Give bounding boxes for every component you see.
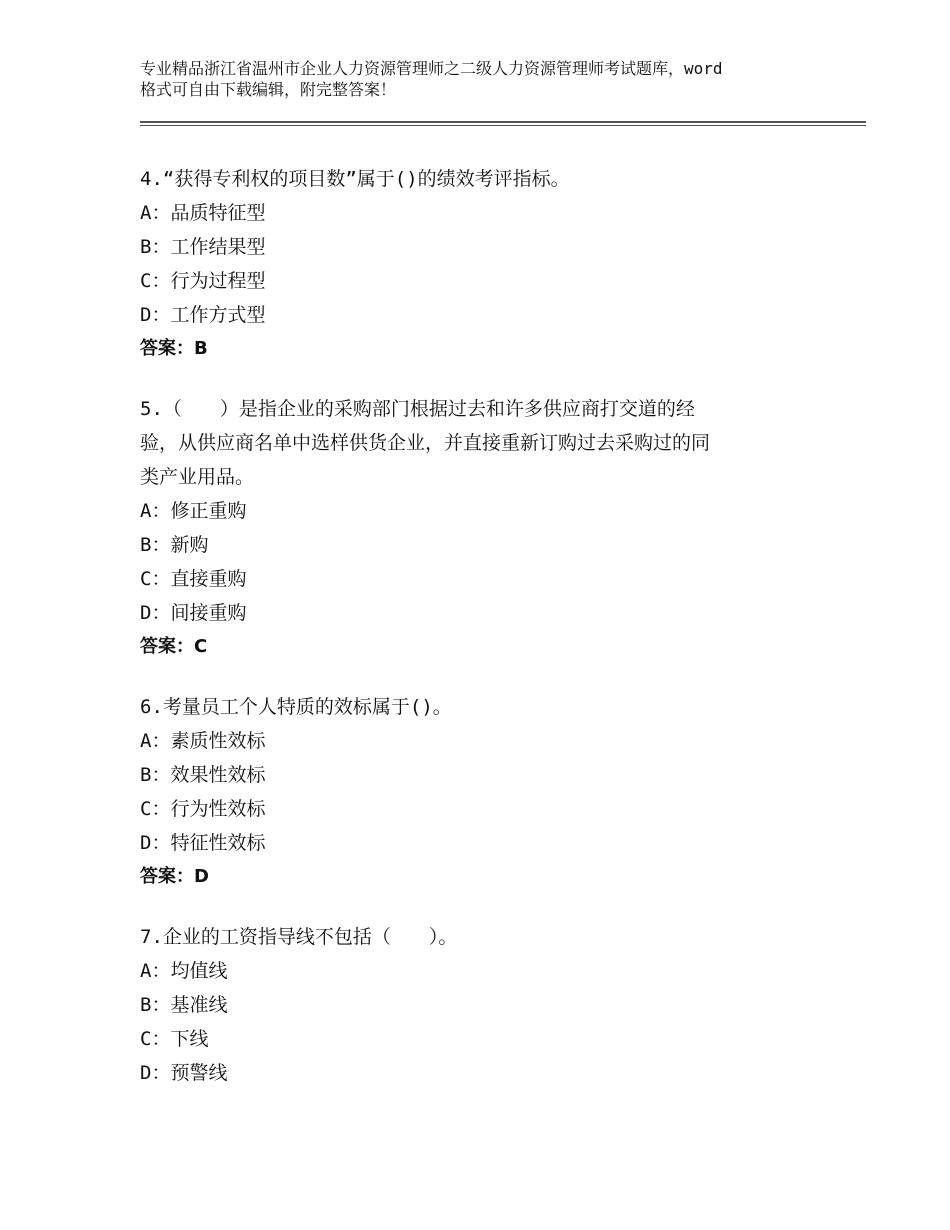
question-7	[140, 920, 860, 1090]
question-6	[140, 690, 860, 894]
question-stem-line: 4.“获得专利权的项目数”属于()的绩效考评指标。	[140, 168, 570, 190]
question-4	[140, 162, 860, 366]
header-line-2: 格式可自由下载编辑，附完整答案！	[140, 80, 397, 99]
question-stem-line: 验，从供应商名单中选样供货企业，并直接重新订购过去采购过的同	[140, 432, 711, 454]
option-b: B：效果性效标	[140, 764, 266, 786]
answer-label: 答案：D	[140, 866, 209, 887]
option-a: A：均值线	[140, 960, 228, 982]
answer-label: 答案：B	[140, 338, 208, 359]
option-d: D：特征性效标	[140, 832, 266, 854]
option-d: D：间接重购	[140, 602, 247, 624]
question-stem-line: 7.企业的工资指导线不包括（ ）。	[140, 926, 458, 948]
question-list	[140, 162, 860, 1116]
header-divider-thick	[140, 121, 866, 123]
option-c: C：下线	[140, 1028, 209, 1050]
question-stem-line: 6.考量员工个人特质的效标属于()。	[140, 696, 452, 718]
document-header	[140, 58, 840, 100]
option-a: A：修正重购	[140, 500, 247, 522]
option-d: D：预警线	[140, 1062, 228, 1084]
header-line-1: 专业精品浙江省温州市企业人力资源管理师之二级人力资源管理师考试题库，word	[140, 59, 723, 78]
option-d: D：工作方式型	[140, 304, 266, 326]
option-b: B：基准线	[140, 994, 228, 1016]
question-stem	[140, 920, 860, 954]
option-c: C：直接重购	[140, 568, 247, 590]
option-c: C：行为过程型	[140, 270, 266, 292]
question-stem	[140, 162, 860, 196]
answer-label: 答案：C	[140, 636, 208, 657]
question-stem-line: 类产业用品。	[140, 466, 255, 488]
question-5	[140, 392, 860, 664]
question-stem	[140, 392, 860, 494]
option-c: C：行为性效标	[140, 798, 266, 820]
option-a: A：品质特征型	[140, 202, 266, 224]
header-divider-thin	[140, 125, 866, 126]
question-stem-line: 5.（ ）是指企业的采购部门根据过去和许多供应商打交道的经	[140, 398, 695, 420]
question-stem	[140, 690, 860, 724]
option-a: A：素质性效标	[140, 730, 266, 752]
option-b: B：工作结果型	[140, 236, 266, 258]
option-b: B：新购	[140, 534, 209, 556]
